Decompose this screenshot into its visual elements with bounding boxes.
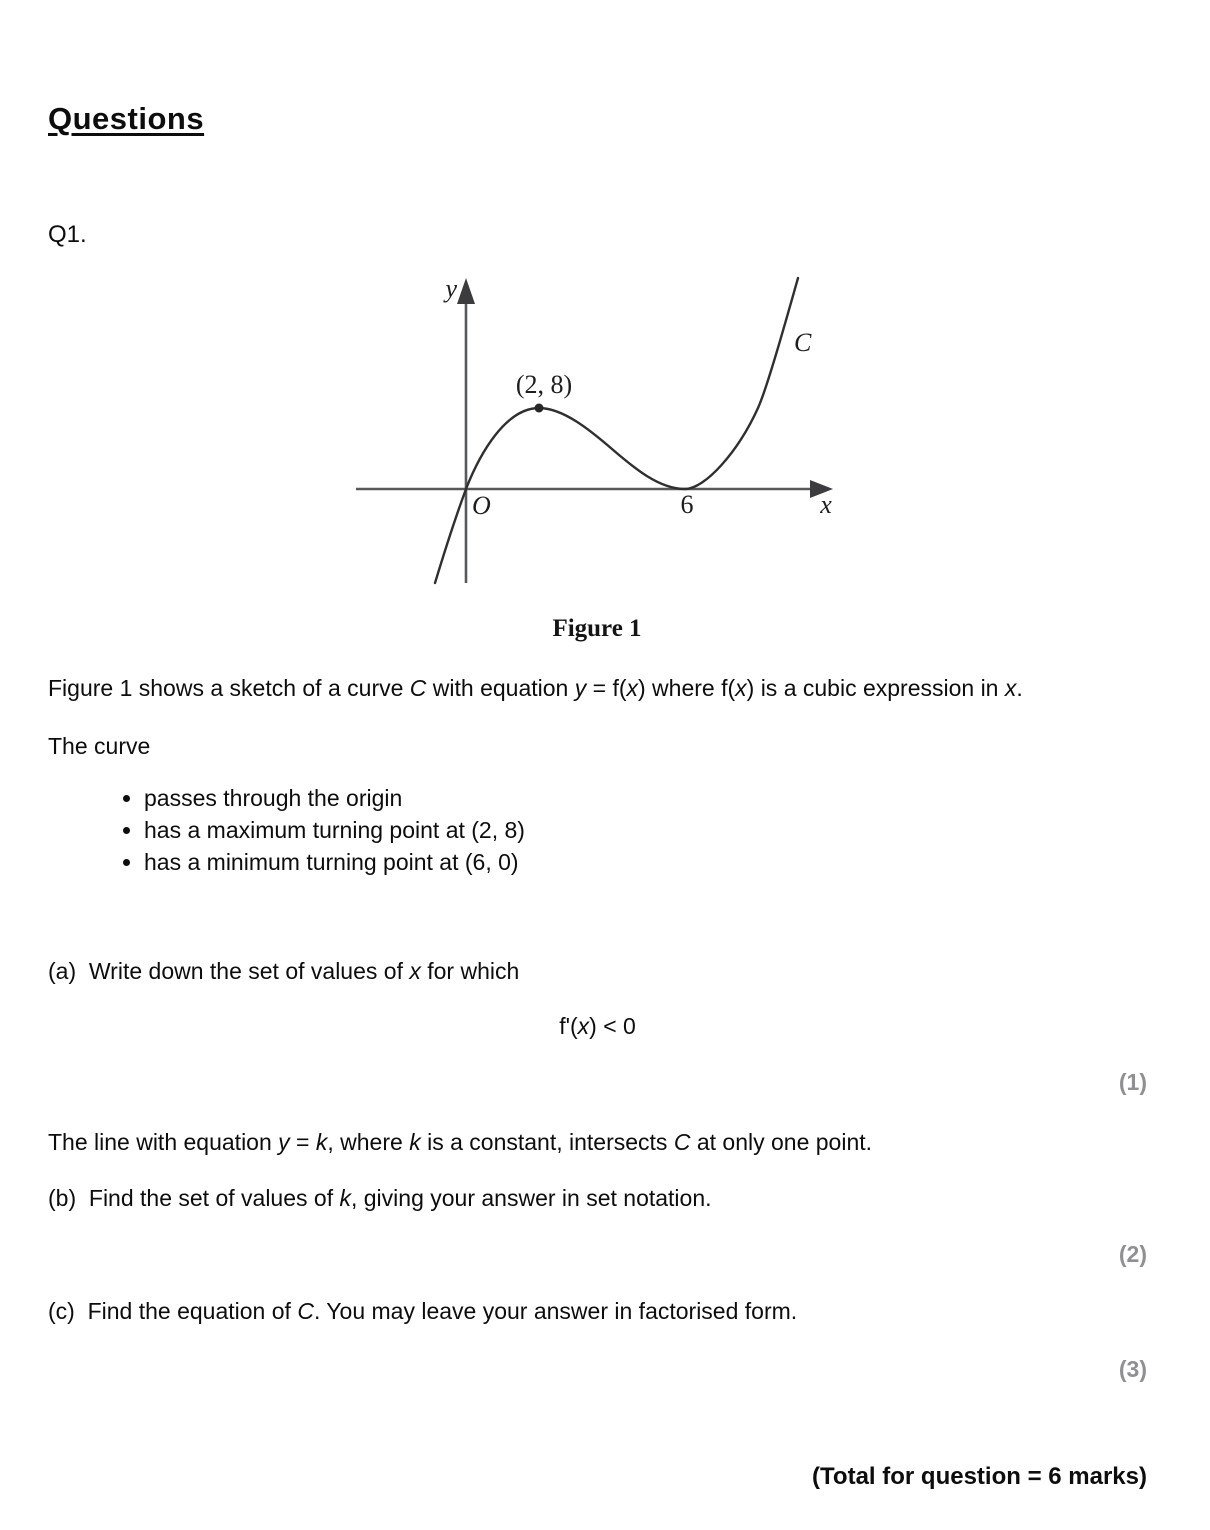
part-b-text: (b) Find the set of values of k, giving your answer in set notation. <box>48 1185 712 1211</box>
mark-a: (1) <box>1118 1069 1147 1095</box>
mark-b: (2) <box>1118 1241 1147 1267</box>
question-number: Q1. <box>48 221 87 248</box>
curve-intro-text: The curve <box>48 733 151 759</box>
y-axis-label: y <box>445 274 457 303</box>
page-title: Questions <box>48 101 205 136</box>
x-intercept-label: 6 <box>680 490 694 519</box>
max-point-label: (2, 8) <box>515 370 573 399</box>
max-point-dot <box>535 404 544 413</box>
bullet-item: • passes through the origin <box>144 782 1147 814</box>
total-marks: (Total for question = 6 marks) <box>812 1463 1147 1490</box>
equation-f-prime: f'(x) < 0 <box>559 1013 636 1039</box>
bullet-item: • has a minimum turning point at (6, 0) <box>144 846 1147 878</box>
curve-properties-list <box>48 782 1147 878</box>
curve-label: C <box>794 328 812 357</box>
x-axis-label: x <box>820 490 832 519</box>
mark-c: (3) <box>1118 1356 1147 1382</box>
figure-1-graph <box>353 262 847 612</box>
intro-text: Figure 1 shows a sketch of a curve C with equation y = f(x) where f(x) is a cubic expression in x. <box>48 675 1023 701</box>
figure-caption: Figure 1 <box>552 615 642 642</box>
origin-label: O <box>472 491 491 520</box>
part-c-text: (c) Find the equation of C. You may leave your answer in factorised form. <box>48 1298 798 1324</box>
part-a-text: (a) Write down the set of values of x for which <box>48 958 520 984</box>
y-axis-arrow-icon <box>457 278 475 304</box>
curve-c <box>435 278 798 583</box>
bullet-item: • has a maximum turning point at (2, 8) <box>144 814 1147 846</box>
line-k-text: The line with equation y = k, where k is a constant, intersects C at only one point. <box>48 1129 873 1155</box>
